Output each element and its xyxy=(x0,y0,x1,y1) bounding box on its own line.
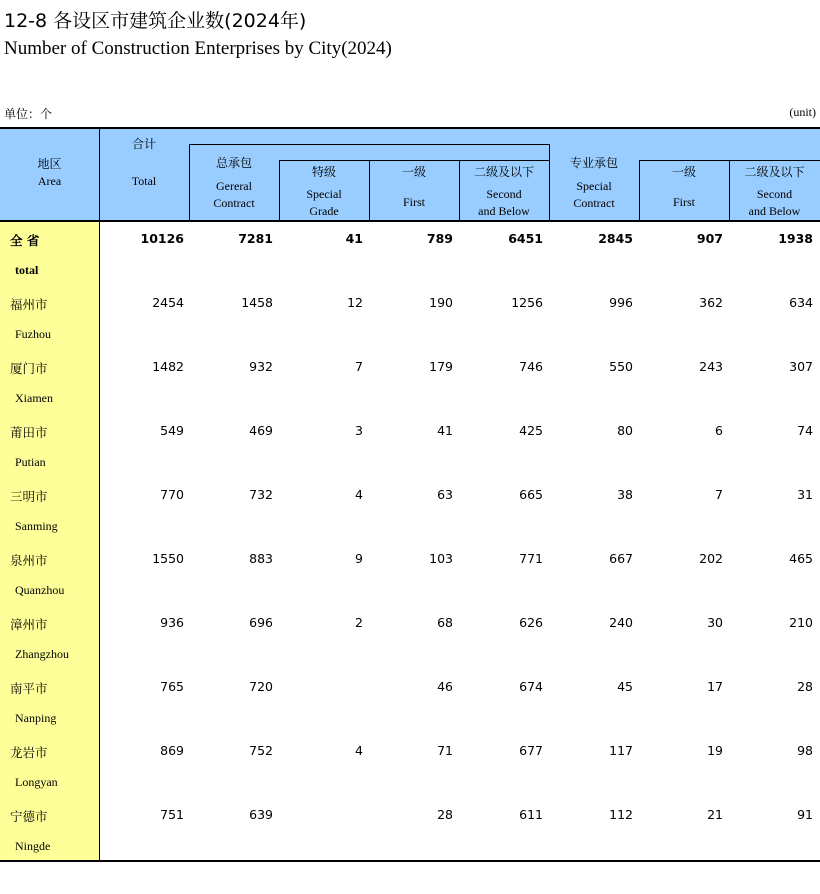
row-area-name-english: Longyan xyxy=(15,775,58,789)
table-cell: 243 xyxy=(699,359,723,374)
table-cell: 883 xyxy=(249,551,273,566)
table-cell: 765 xyxy=(160,679,184,694)
header-special-first-grade: 一级 First xyxy=(671,165,696,209)
table-cell: 117 xyxy=(609,743,633,758)
table-cell: 307 xyxy=(789,359,813,374)
row-area-name: 南平市 xyxy=(10,681,48,696)
table-cell: 751 xyxy=(160,807,184,822)
header-first-grade: 一级 First xyxy=(401,165,426,209)
table-cell: 752 xyxy=(249,743,273,758)
header-special-contract: 专业承包 Special Contract xyxy=(569,156,618,210)
table-cell: 28 xyxy=(797,679,813,694)
general-contract-rule xyxy=(189,144,549,145)
table-cell: 634 xyxy=(789,295,813,310)
page-title-english: Number of Construction Enterprises by City(2024) xyxy=(4,38,392,59)
header-special-second-and-below: 二级及以下 Second and Below xyxy=(744,165,805,218)
table-cell: 1550 xyxy=(152,551,184,566)
table-cell: 41 xyxy=(437,423,453,438)
row-area-name-english: Sanming xyxy=(15,519,58,533)
table-cell: 4 xyxy=(355,487,363,502)
general-subheader-rule xyxy=(279,160,549,161)
row-area-name-english: Fuzhou xyxy=(15,327,51,341)
table-cell: 2 xyxy=(355,615,363,630)
header-special-grade: 特级 Special Grade xyxy=(306,165,342,218)
table-cell: 17 xyxy=(707,679,723,694)
row-area-name-english: Xiamen xyxy=(15,391,53,405)
table-cell: 2454 xyxy=(152,295,184,310)
table-cell: 696 xyxy=(249,615,273,630)
area-column-divider xyxy=(99,127,100,860)
table-cell: 7 xyxy=(355,359,363,374)
row-area-name-english: Quanzhou xyxy=(15,583,65,597)
row-area-name: 全 省 xyxy=(10,233,40,248)
row-area-name: 漳州市 xyxy=(10,617,48,632)
area-column-background xyxy=(0,221,99,860)
row-area-name: 宁德市 xyxy=(10,809,48,824)
table-cell: 41 xyxy=(345,231,363,246)
row-area-name: 厦门市 xyxy=(10,361,48,376)
table-cell: 21 xyxy=(707,807,723,822)
table-cell: 1482 xyxy=(152,359,184,374)
table-cell: 7 xyxy=(715,487,723,502)
table-cell: 425 xyxy=(519,423,543,438)
table-cell: 38 xyxy=(617,487,633,502)
header-general-contract: 总承包 Gereral Contract xyxy=(213,156,255,210)
table-cell: 10126 xyxy=(140,231,184,246)
table-cell: 465 xyxy=(789,551,813,566)
table-cell: 770 xyxy=(160,487,184,502)
row-area-name: 福州市 xyxy=(10,297,48,312)
table-cell: 6451 xyxy=(508,231,543,246)
row-area-name-english: total xyxy=(15,263,39,277)
table-cell: 7281 xyxy=(238,231,273,246)
table-cell: 71 xyxy=(437,743,453,758)
row-area-name: 龙岩市 xyxy=(10,745,48,760)
table-cell: 91 xyxy=(797,807,813,822)
header-area: 地区 Area xyxy=(37,157,62,188)
table-cell: 6 xyxy=(715,423,723,438)
row-area-name-english: Ningde xyxy=(15,839,51,853)
unit-label: 单位：个 xyxy=(4,107,53,121)
table-cell: 469 xyxy=(249,423,273,438)
row-area-name: 三明市 xyxy=(10,489,48,504)
row-area-name: 莆田市 xyxy=(10,425,48,440)
table-cell: 9 xyxy=(355,551,363,566)
table-cell: 28 xyxy=(437,807,453,822)
table-cell: 2845 xyxy=(598,231,633,246)
data-table xyxy=(0,127,820,862)
table-cell: 4 xyxy=(355,743,363,758)
table-cell: 667 xyxy=(609,551,633,566)
row-area-name-english: Putian xyxy=(15,455,46,469)
table-cell: 63 xyxy=(437,487,453,502)
table-cell: 746 xyxy=(519,359,543,374)
header-total: 合计 Total xyxy=(131,137,157,188)
row-area-name: 泉州市 xyxy=(10,553,48,568)
table-cell: 665 xyxy=(519,487,543,502)
table-cell: 74 xyxy=(797,423,813,438)
table-cell: 98 xyxy=(797,743,813,758)
table-cell: 68 xyxy=(437,615,453,630)
header-bottom-rule xyxy=(0,220,820,222)
table-cell: 45 xyxy=(617,679,633,694)
table-cell: 1256 xyxy=(511,295,543,310)
table-cell: 550 xyxy=(609,359,633,374)
table-cell: 3 xyxy=(355,423,363,438)
table-cell: 19 xyxy=(707,743,723,758)
table-cell: 362 xyxy=(699,295,723,310)
table-cell: 12 xyxy=(347,295,363,310)
row-area-name-english: Zhangzhou xyxy=(15,647,69,661)
table-cell: 1458 xyxy=(241,295,273,310)
header-second-and-below: 二级及以下 Second and Below xyxy=(473,165,534,218)
table-cell: 103 xyxy=(429,551,453,566)
row-area-name-english: Nanping xyxy=(15,711,57,725)
table-cell: 771 xyxy=(519,551,543,566)
top-rule xyxy=(0,127,820,129)
page-title: 12-8 各设区市建筑企业数(2024年) xyxy=(4,10,307,32)
table-cell: 190 xyxy=(429,295,453,310)
table-cell: 202 xyxy=(699,551,723,566)
table-cell: 1938 xyxy=(778,231,813,246)
table-cell: 732 xyxy=(249,487,273,502)
table-cell: 626 xyxy=(519,615,543,630)
table-cell: 869 xyxy=(160,743,184,758)
table-cell: 179 xyxy=(429,359,453,374)
table-cell: 30 xyxy=(707,615,723,630)
table-cell: 240 xyxy=(609,615,633,630)
table-cell: 677 xyxy=(519,743,543,758)
table-cell: 611 xyxy=(519,807,543,822)
table-cell: 936 xyxy=(160,615,184,630)
table-cell: 112 xyxy=(609,807,633,822)
table-cell: 932 xyxy=(249,359,273,374)
unit-label-english: (unit) xyxy=(789,105,816,119)
table-cell: 31 xyxy=(797,487,813,502)
table-cell: 46 xyxy=(437,679,453,694)
table-cell: 639 xyxy=(249,807,273,822)
table-cell: 996 xyxy=(609,295,633,310)
table-cell: 210 xyxy=(789,615,813,630)
table-cell: 720 xyxy=(249,679,273,694)
table-cell: 674 xyxy=(519,679,543,694)
table-cell: 80 xyxy=(617,423,633,438)
bottom-rule xyxy=(0,860,820,862)
table-cell: 907 xyxy=(696,231,723,246)
table-cell: 789 xyxy=(426,231,453,246)
table-cell: 549 xyxy=(160,423,184,438)
